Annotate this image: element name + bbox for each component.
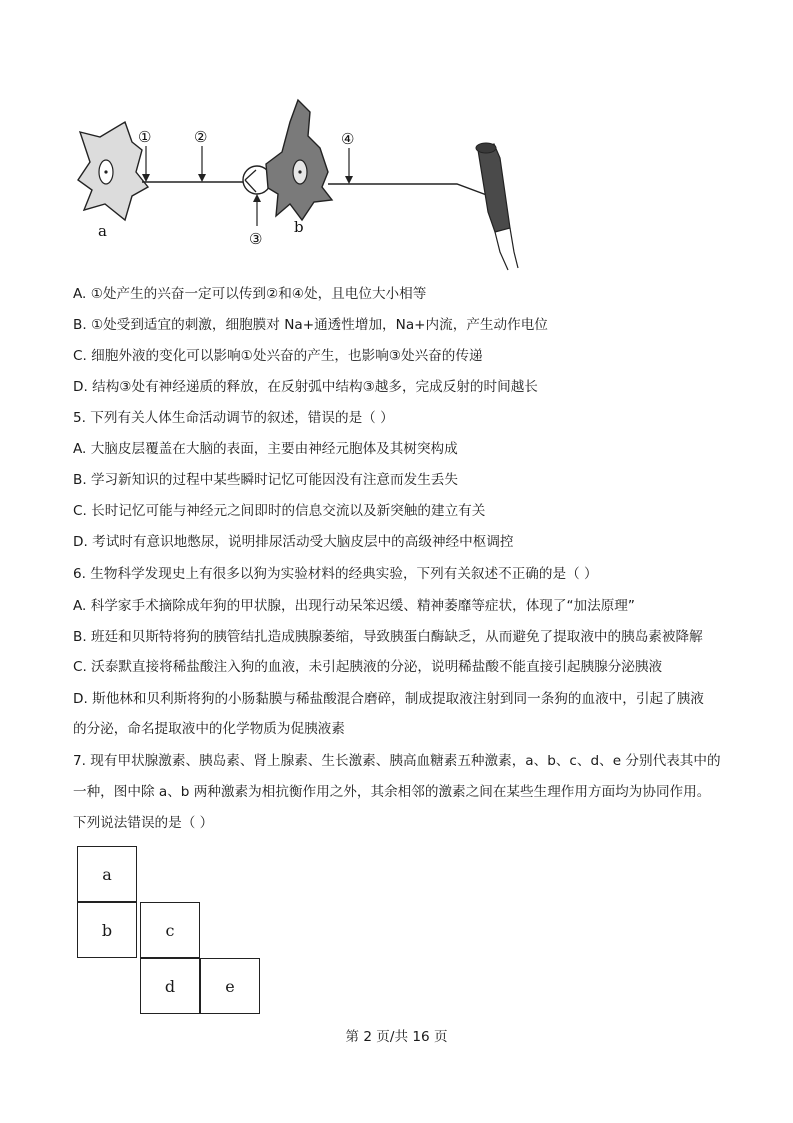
- grid-cell-a: a: [77, 846, 137, 902]
- q5-option-d: D. 考试时有意识地憋尿，说明排尿活动受大脑皮层中的高级神经中枢调控: [73, 534, 514, 550]
- q4-option-b: B. ①处受到适宜的刺激，细胞膜对 Na+通透性增加，Na+内流，产生动作电位: [73, 317, 548, 333]
- q4-option-d: D. 结构③处有神经递质的释放，在反射弧中结构③越多，完成反射的时间越长: [73, 379, 538, 395]
- hormone-grid: [77, 846, 263, 1016]
- q4-option-a: A. ①处产生的兴奋一定可以传到②和④处，且电位大小相等: [73, 286, 427, 302]
- q6-stem: 6. 生物科学发现史上有很多以狗为实验材料的经典实验，下列有关叙述不正确的是（ ）: [73, 566, 598, 582]
- q5-option-c: C. 长时记忆可能与神经元之间即时的信息交流以及新突触的建立有关: [73, 503, 486, 519]
- effector-muscle: [478, 144, 510, 232]
- q5-option-a: A. 大脑皮层覆盖在大脑的表面，主要由神经元胞体及其树突构成: [73, 441, 458, 457]
- q6-option-c: C. 沃泰默直接将稀盐酸注入狗的血液，未引起胰液的分泌，说明稀盐酸不能直接引起胰腺分泌胰液: [73, 659, 663, 675]
- q4-option-c: C. 细胞外液的变化可以影响①处兴奋的产生，也影响③处兴奋的传递: [73, 348, 483, 364]
- neuron-diagram: [70, 92, 530, 272]
- q5-stem: 5. 下列有关人体生命活动调节的叙述，错误的是（ ）: [73, 410, 394, 426]
- neuron-b-axon: [328, 184, 500, 200]
- q6-option-d: D. 斯他林和贝利斯将狗的小肠黏膜与稀盐酸混合磨碎，制成提取液注射到同一条狗的血液中，引起了胰液: [73, 691, 704, 707]
- marker-1-label: ①: [138, 128, 152, 146]
- q5-option-b: B. 学习新知识的过程中某些瞬时记忆可能因没有注意而发生丢失: [73, 472, 458, 488]
- q6-option-b: B. 班廷和贝斯特将狗的胰管结扎造成胰腺萎缩，导致胰蛋白酶缺乏，从而避免了提取液中的胰岛素被降解: [73, 629, 703, 645]
- q6-option-d-continued: 的分泌，命名提取液中的化学物质为促胰液素: [73, 721, 345, 737]
- grid-cell-c: c: [140, 902, 200, 958]
- marker-4-label: ④: [341, 130, 355, 148]
- q7-stem-line-2: 一种，图中除 a、b 两种激素为相抗衡作用之外，其余相邻的激素之间在某些生理作用方面均为协同作用。: [73, 784, 711, 800]
- marker-2-label: ②: [194, 128, 208, 146]
- page-footer: 第 2 页/共 16 页: [345, 1029, 448, 1045]
- q7-stem-line-3: 下列说法错误的是（ ）: [73, 815, 214, 831]
- grid-cell-b: b: [77, 902, 137, 958]
- neuron-b-label: b: [294, 218, 304, 236]
- q7-stem-line-1: 7. 现有甲状腺激素、胰岛素、肾上腺素、生长激素、胰高血糖素五种激素，a、b、c、d、e 分别代表其中的: [73, 753, 721, 769]
- marker-3-label: ③: [249, 230, 263, 248]
- grid-cell-d: d: [140, 958, 200, 1014]
- grid-cell-e: e: [200, 958, 260, 1014]
- neuron-a-label: a: [98, 222, 107, 240]
- q6-option-a: A. 科学家手术摘除成年狗的甲状腺，出现行动呆笨迟缓、精神萎靡等症状，体现了“加法原理”: [73, 598, 635, 614]
